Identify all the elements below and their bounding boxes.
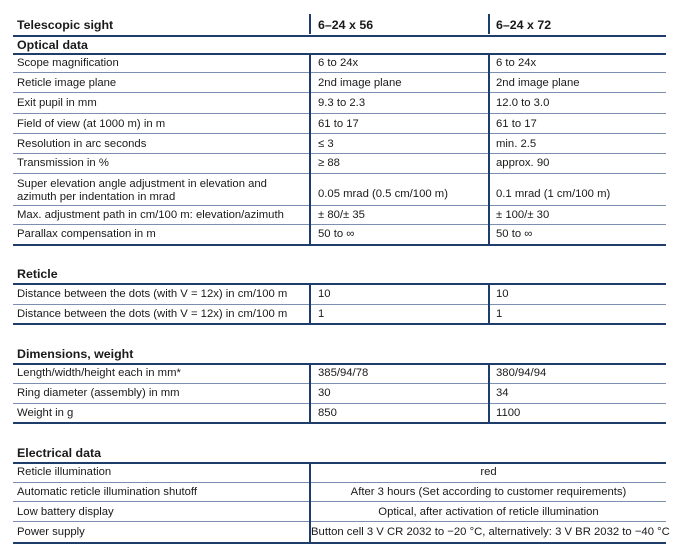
row-value-col2: 380/94/94	[496, 367, 547, 379]
row-value-col1: 10	[318, 288, 331, 300]
row-label: Scope magnification	[17, 57, 119, 69]
row-value-col2: 1	[496, 308, 503, 320]
row-value-col2: 10	[496, 288, 509, 300]
table-title: Telescopic sight	[17, 18, 114, 32]
row-label	[17, 178, 267, 204]
row-value-col1: 385/94/78	[318, 367, 369, 379]
row-value-col1: 9.3 to 2.3	[318, 97, 366, 109]
row-value-merged: Optical, after activation of reticle illumination	[378, 506, 599, 518]
section-title-reticle: Reticle	[17, 267, 58, 281]
row-label: Field of view (at 1000 m) in m	[17, 118, 166, 130]
row-label: Max. adjustment path in cm/100 m: elevation/azimuth	[17, 209, 284, 221]
row-label: Distance between the dots (with V = 12x) in cm/100 m	[17, 288, 288, 300]
row-label: Reticle image plane	[17, 77, 117, 89]
section-title-electrical: Electrical data	[17, 446, 102, 460]
row-value-col1: ≥ 88	[318, 157, 340, 169]
row-value-col1: 0.05 mrad (0.5 cm/100 m)	[318, 188, 448, 200]
row-value-col1: 850	[318, 407, 337, 419]
row-value-merged: Button cell 3 V CR 2032 to −20 °C, alternatively: 3 V BR 2032 to −40 °C	[311, 526, 670, 538]
row-label: Exit pupil in mm	[17, 97, 97, 109]
row-value-col2: ± 100/± 30	[496, 209, 550, 221]
section-title-optical: Optical data	[17, 38, 88, 52]
row-value-col2: approx. 90	[496, 157, 550, 169]
row-value-col1: 6 to 24x	[318, 57, 359, 69]
row-label: Parallax compensation in m	[17, 228, 156, 240]
column-divider	[309, 54, 311, 245]
column-divider	[488, 14, 490, 34]
row-value-col2: 34	[496, 387, 509, 399]
row-value-merged: After 3 hours (Set according to customer requirements)	[350, 486, 627, 498]
row-value-col2: 12.0 to 3.0	[496, 97, 550, 109]
divider	[13, 153, 666, 154]
divider	[13, 113, 666, 114]
divider	[13, 224, 666, 225]
row-value-col2: 61 to 17	[496, 118, 537, 130]
column-divider	[488, 54, 490, 245]
column-divider	[488, 364, 490, 423]
divider	[13, 383, 666, 384]
row-value-col1: 2nd image plane	[318, 77, 402, 89]
row-value-col1: 61 to 17	[318, 118, 359, 130]
divider	[13, 244, 666, 246]
row-value-col2: 1100	[496, 407, 521, 419]
column-divider	[309, 14, 311, 34]
row-label: Length/width/height each in mm*	[17, 367, 181, 379]
row-value-col1: 30	[318, 387, 331, 399]
row-value-col2: min. 2.5	[496, 138, 537, 150]
divider	[13, 304, 666, 305]
divider	[13, 283, 666, 285]
row-label: Resolution in arc seconds	[17, 138, 147, 150]
divider	[13, 205, 666, 206]
divider	[13, 35, 666, 37]
row-label: Transmission in %	[17, 157, 109, 169]
row-value-col1: 50 to ∞	[318, 228, 355, 240]
row-value-col2: 0.1 mrad (1 cm/100 m)	[496, 188, 611, 200]
row-label: Automatic reticle illumination shutoff	[17, 486, 197, 498]
column-header-6-24x72: 6–24 x 72	[496, 18, 552, 32]
divider	[13, 72, 666, 73]
divider	[13, 53, 666, 55]
column-header-6-24x56: 6–24 x 56	[318, 18, 374, 32]
row-label: Ring diameter (assembly) in mm	[17, 387, 180, 399]
divider	[13, 173, 666, 174]
row-value-col2: 2nd image plane	[496, 77, 580, 89]
row-value-col1: ± 80/± 35	[318, 209, 365, 221]
divider	[13, 323, 666, 325]
row-value-col2: 6 to 24x	[496, 57, 537, 69]
divider	[13, 92, 666, 93]
row-value-col2: 50 to ∞	[496, 228, 533, 240]
column-divider	[488, 284, 490, 324]
row-label: Weight in g	[17, 407, 74, 419]
divider	[13, 542, 666, 544]
row-label: Reticle illumination	[17, 466, 112, 478]
divider	[13, 501, 666, 502]
section-title-dimensions: Dimensions, weight	[17, 347, 134, 361]
column-divider	[309, 284, 311, 324]
divider	[13, 462, 666, 464]
row-label-line: azimuth per indentation in mrad	[17, 191, 176, 203]
row-label: Distance between the dots (with V = 12x) in cm/100 m	[17, 308, 288, 320]
row-label: Power supply	[17, 526, 85, 538]
divider	[13, 133, 666, 134]
divider	[13, 482, 666, 483]
column-divider	[309, 364, 311, 423]
row-value-merged: red	[480, 466, 497, 478]
divider	[13, 403, 666, 404]
divider	[13, 363, 666, 365]
column-divider	[309, 463, 311, 543]
row-label-line: Super elevation angle adjustment in elevation and	[17, 178, 267, 190]
divider	[13, 422, 666, 424]
row-value-col1: ≤ 3	[318, 138, 334, 150]
divider	[13, 521, 666, 522]
row-label: Low battery display	[17, 506, 114, 518]
row-value-col1: 1	[318, 308, 325, 320]
